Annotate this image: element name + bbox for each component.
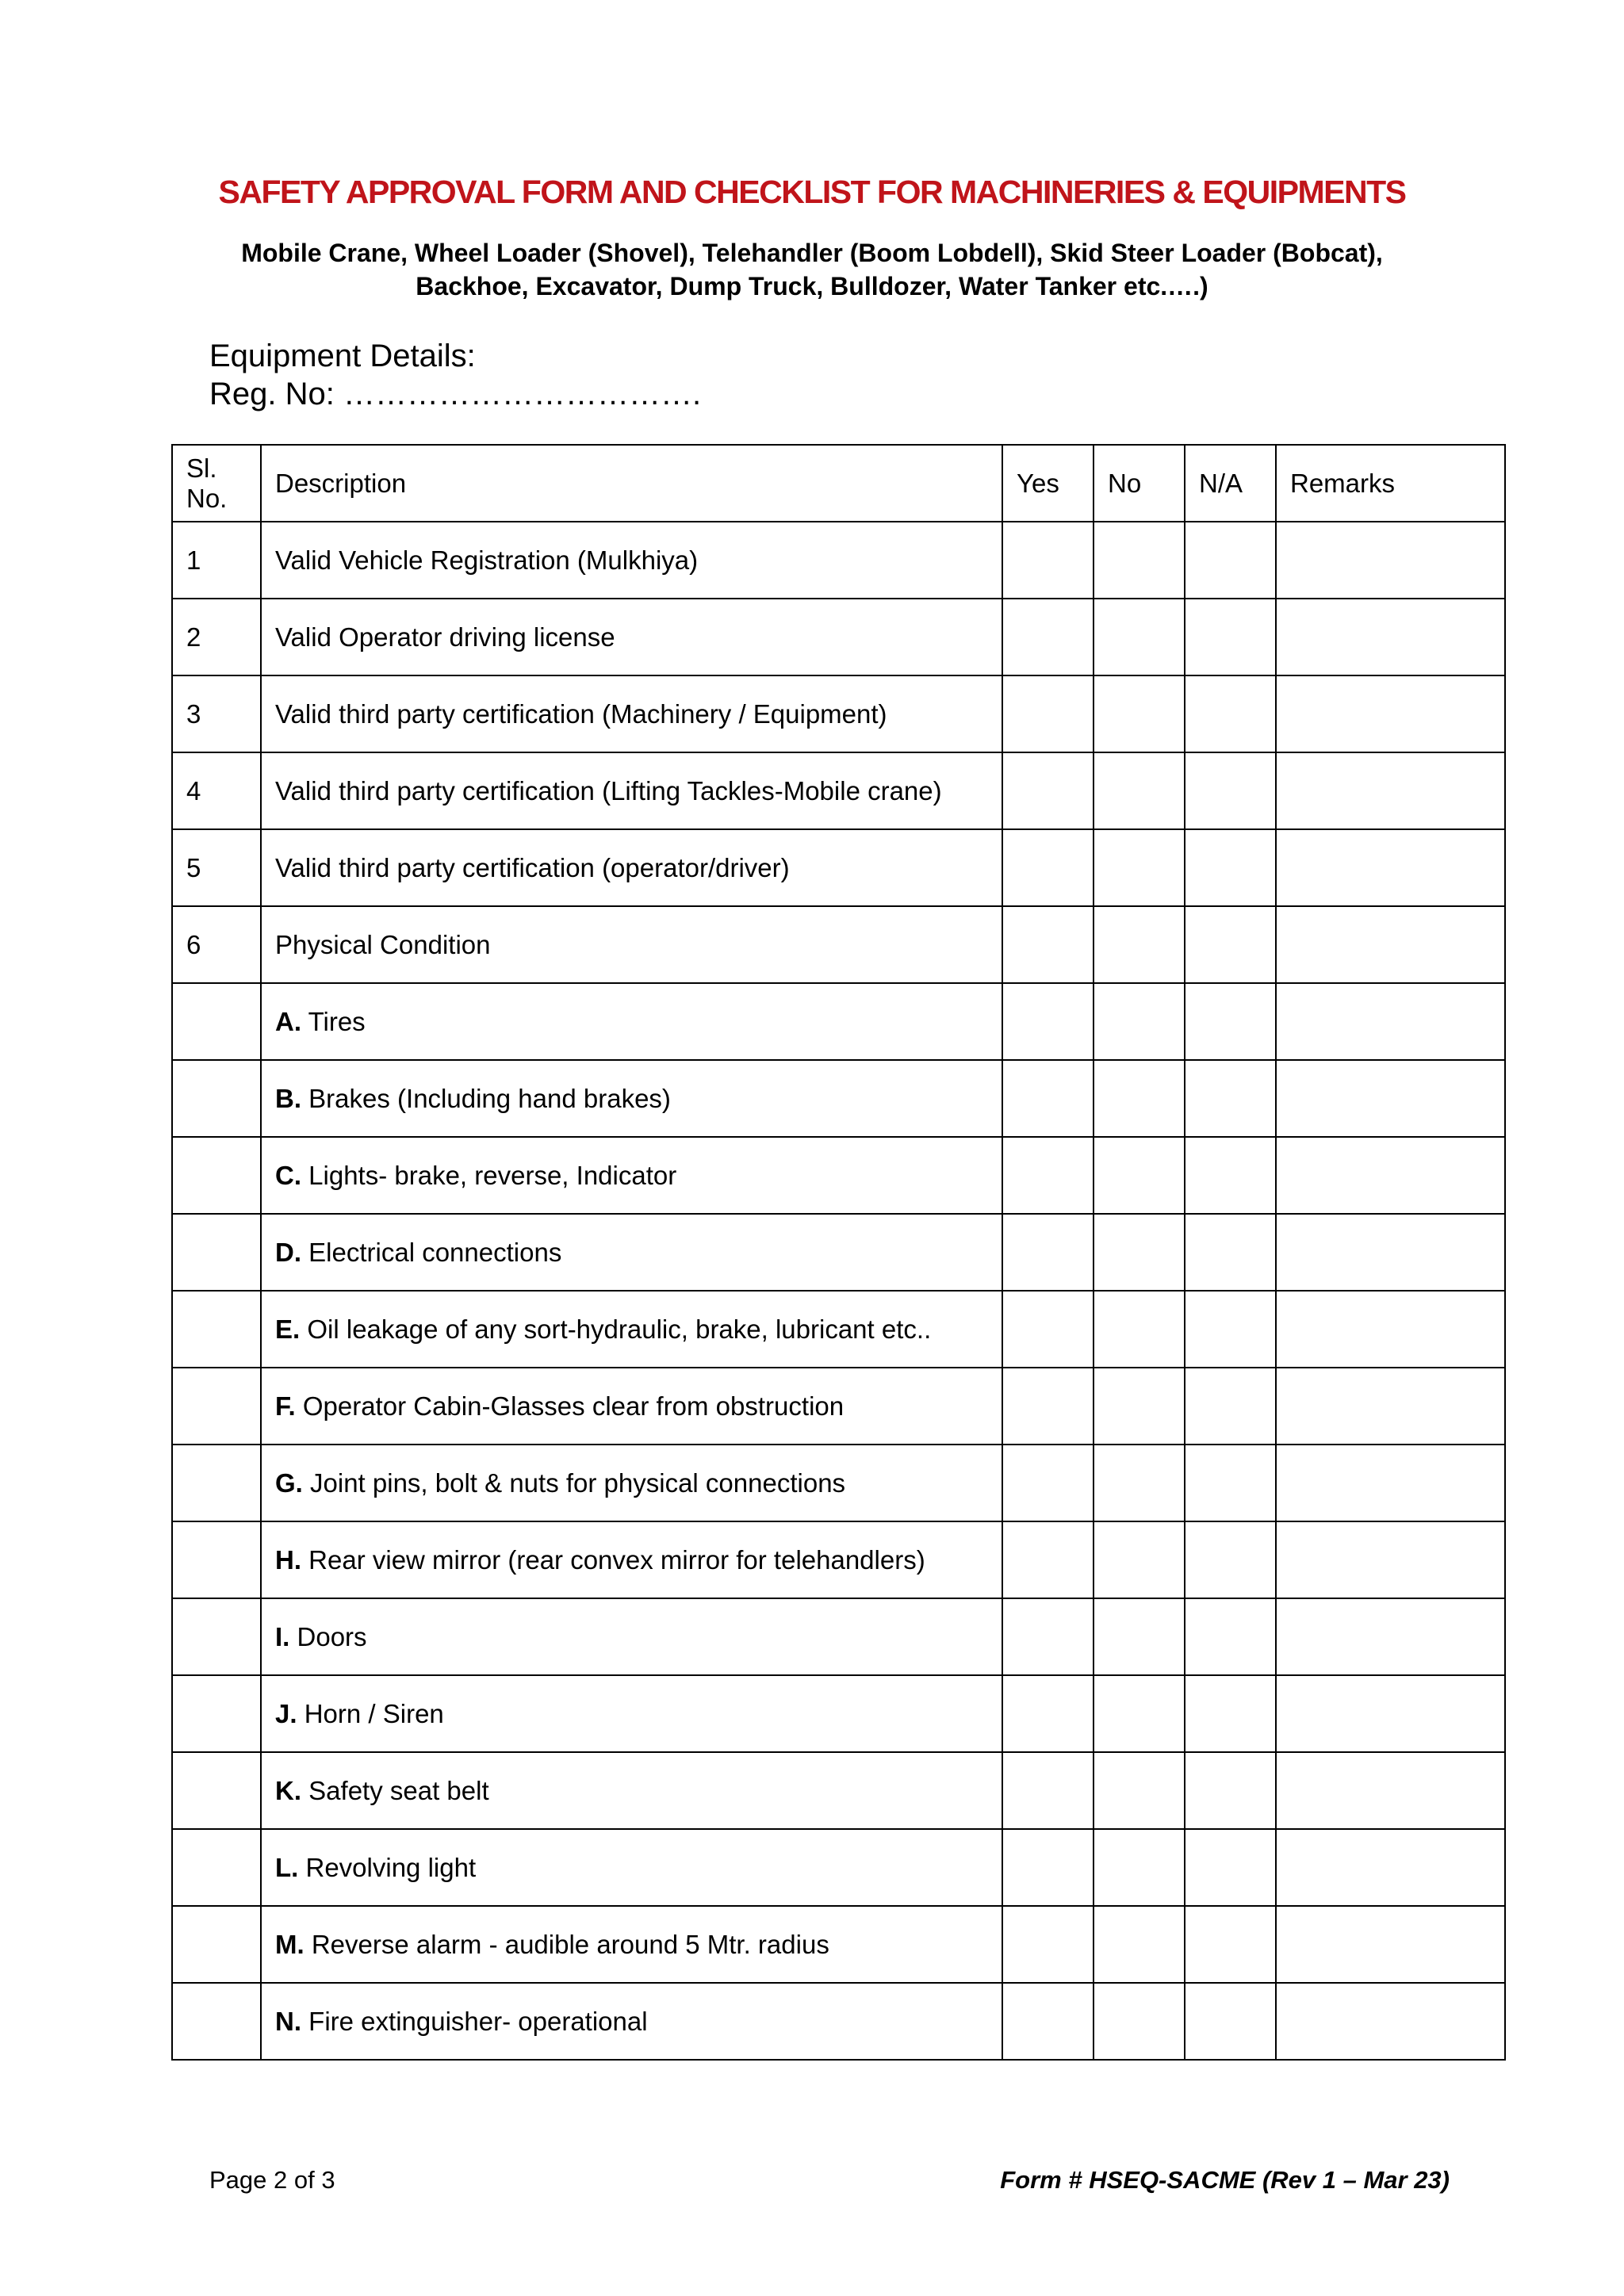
na-cell[interactable] [1185, 1598, 1276, 1675]
row-description [261, 1521, 1002, 1598]
na-cell[interactable] [1185, 906, 1276, 983]
row-description-text: Valid Operator driving license [275, 622, 615, 652]
na-cell[interactable] [1185, 1675, 1276, 1752]
remarks-cell[interactable] [1276, 1752, 1505, 1829]
row-description-text: Operator Cabin-Glasses clear from obstruction [295, 1391, 845, 1421]
yes-cell[interactable] [1002, 752, 1094, 829]
row-description-text: Safety seat belt [301, 1775, 489, 1805]
no-cell[interactable] [1094, 1829, 1185, 1906]
row-item-letter: H. [275, 1544, 301, 1575]
row-description-text: Electrical connections [301, 1237, 562, 1267]
table-row [172, 1137, 1505, 1214]
header-sl-no: Sl. No. [172, 445, 261, 522]
table-row [172, 1752, 1505, 1829]
row-sl-no [172, 1445, 261, 1521]
remarks-cell[interactable] [1276, 599, 1505, 675]
no-cell[interactable] [1094, 1368, 1185, 1445]
yes-cell[interactable] [1002, 1675, 1094, 1752]
table-row [172, 1598, 1505, 1675]
yes-cell[interactable] [1002, 1060, 1094, 1137]
table-row [172, 1214, 1505, 1291]
row-description-text: Valid third party certification (Lifting Tackles-Mobile crane) [275, 775, 942, 806]
yes-cell[interactable] [1002, 1214, 1094, 1291]
row-sl-no: 6 [172, 906, 261, 983]
yes-cell[interactable] [1002, 522, 1094, 599]
row-description [261, 1445, 1002, 1521]
no-cell[interactable] [1094, 675, 1185, 752]
table-row [172, 983, 1505, 1060]
row-description [261, 1214, 1002, 1291]
yes-cell[interactable] [1002, 1983, 1094, 2060]
page-number: Page 2 of 3 [209, 2166, 335, 2194]
row-sl-no [172, 1906, 261, 1983]
row-description [261, 1752, 1002, 1829]
row-sl-no: 3 [172, 675, 261, 752]
row-description-text: Brakes (Including hand brakes) [301, 1083, 671, 1113]
yes-cell[interactable] [1002, 983, 1094, 1060]
row-sl-no [172, 1291, 261, 1368]
form-title: SAFETY APPROVAL FORM AND CHECKLIST FOR MACHINERIES & EQUIPMENTS [218, 174, 1406, 210]
no-cell[interactable] [1094, 1060, 1185, 1137]
row-sl-no [172, 1060, 261, 1137]
row-description [261, 599, 1002, 675]
reg-no-field[interactable]: Reg. No: ……………………………. [209, 377, 702, 411]
no-cell[interactable] [1094, 1137, 1185, 1214]
row-description [261, 1368, 1002, 1445]
equipment-details-label: Equipment Details: [209, 339, 476, 373]
row-description-text: Joint pins, bolt & nuts for physical connections [302, 1468, 846, 1498]
row-description [261, 829, 1002, 906]
row-description-text: Fire extinguisher- operational [301, 2006, 648, 2036]
yes-cell[interactable] [1002, 1445, 1094, 1521]
na-cell[interactable] [1185, 1829, 1276, 1906]
row-sl-no: 4 [172, 752, 261, 829]
row-description [261, 983, 1002, 1060]
equipment-types-line-1: Mobile Crane, Wheel Loader (Shovel), Telehandler (Boom Lobdell), Skid Steer Loader (Bobcat), [241, 239, 1383, 267]
table-row [172, 906, 1505, 983]
no-cell[interactable] [1094, 1291, 1185, 1368]
row-item-letter: M. [275, 1929, 304, 1959]
na-cell[interactable] [1185, 983, 1276, 1060]
remarks-cell[interactable] [1276, 752, 1505, 829]
remarks-cell[interactable] [1276, 675, 1505, 752]
row-description-text: Valid Vehicle Registration (Mulkhiya) [275, 545, 699, 575]
row-description [261, 1137, 1002, 1214]
row-description [261, 752, 1002, 829]
row-description-text: Horn / Siren [297, 1698, 444, 1728]
remarks-cell[interactable] [1276, 1906, 1505, 1983]
na-cell[interactable] [1185, 1445, 1276, 1521]
form-number: Form # HSEQ-SACME (Rev 1 – Mar 23) [1000, 2166, 1450, 2194]
yes-cell[interactable] [1002, 1521, 1094, 1598]
row-description-text: Doors [289, 1621, 367, 1651]
yes-cell[interactable] [1002, 906, 1094, 983]
header-yes: Yes [1002, 445, 1094, 522]
table-row [172, 1291, 1505, 1368]
remarks-cell[interactable] [1276, 1137, 1505, 1214]
row-item-letter: C. [275, 1160, 301, 1190]
equipment-types [0, 236, 1624, 303]
row-description-text: Valid third party certification (Machinery / Equipment) [275, 698, 887, 729]
no-cell[interactable] [1094, 1906, 1185, 1983]
na-cell[interactable] [1185, 1291, 1276, 1368]
row-sl-no [172, 1983, 261, 2060]
yes-cell[interactable] [1002, 1906, 1094, 1983]
row-sl-no [172, 1752, 261, 1829]
yes-cell[interactable] [1002, 1291, 1094, 1368]
row-sl-no [172, 1675, 261, 1752]
yes-cell[interactable] [1002, 599, 1094, 675]
table-row [172, 675, 1505, 752]
remarks-cell[interactable] [1276, 1521, 1505, 1598]
row-item-letter: J. [275, 1698, 297, 1728]
no-cell[interactable] [1094, 1521, 1185, 1598]
yes-cell[interactable] [1002, 1598, 1094, 1675]
checklist-table [171, 444, 1506, 2061]
table-row [172, 752, 1505, 829]
row-sl-no [172, 1368, 261, 1445]
row-item-letter: L. [275, 1852, 299, 1882]
remarks-cell[interactable] [1276, 1291, 1505, 1368]
no-cell[interactable] [1094, 1752, 1185, 1829]
no-cell[interactable] [1094, 1983, 1185, 2060]
row-item-letter: A. [275, 1006, 301, 1036]
na-cell[interactable] [1185, 1060, 1276, 1137]
header-description: Description [261, 445, 1002, 522]
na-cell[interactable] [1185, 1214, 1276, 1291]
yes-cell[interactable] [1002, 675, 1094, 752]
remarks-cell[interactable] [1276, 1214, 1505, 1291]
no-cell[interactable] [1094, 1598, 1185, 1675]
no-cell[interactable] [1094, 829, 1185, 906]
yes-cell[interactable] [1002, 1137, 1094, 1214]
header-remarks: Remarks [1276, 445, 1505, 522]
remarks-cell[interactable] [1276, 1368, 1505, 1445]
na-cell[interactable] [1185, 1983, 1276, 2060]
yes-cell[interactable] [1002, 1829, 1094, 1906]
table-header-row [172, 445, 1505, 522]
table-row [172, 1829, 1505, 1906]
na-cell[interactable] [1185, 1368, 1276, 1445]
remarks-cell[interactable] [1276, 1983, 1505, 2060]
remarks-cell[interactable] [1276, 906, 1505, 983]
table-row [172, 1060, 1505, 1137]
table-row [172, 522, 1505, 599]
row-description [261, 1829, 1002, 1906]
no-cell[interactable] [1094, 983, 1185, 1060]
header-no: No [1094, 445, 1185, 522]
na-cell[interactable] [1185, 752, 1276, 829]
header-na: N/A [1185, 445, 1276, 522]
table-row [172, 599, 1505, 675]
row-item-letter: F. [275, 1391, 296, 1421]
row-description-text: Oil leakage of any sort-hydraulic, brake, lubricant etc.. [300, 1314, 932, 1344]
row-description-text: Revolving light [298, 1852, 477, 1882]
row-description-text: Rear view mirror (rear convex mirror for telehandlers) [301, 1544, 925, 1575]
no-cell[interactable] [1094, 1214, 1185, 1291]
table-row [172, 1983, 1505, 2060]
na-cell[interactable] [1185, 1752, 1276, 1829]
na-cell[interactable] [1185, 675, 1276, 752]
row-description-text: Physical Condition [275, 929, 491, 959]
row-item-letter: G. [275, 1468, 303, 1498]
row-sl-no [172, 1214, 261, 1291]
table-row [172, 1445, 1505, 1521]
row-description-text: Lights- brake, reverse, Indicator [301, 1160, 677, 1190]
row-item-letter: N. [275, 2006, 301, 2036]
yes-cell[interactable] [1002, 1368, 1094, 1445]
na-cell[interactable] [1185, 599, 1276, 675]
table-row [172, 1368, 1505, 1445]
na-cell[interactable] [1185, 1906, 1276, 1983]
table-row [172, 1521, 1505, 1598]
row-sl-no [172, 1829, 261, 1906]
no-cell[interactable] [1094, 752, 1185, 829]
no-cell[interactable] [1094, 906, 1185, 983]
equipment-details [209, 337, 701, 413]
row-description-text: Valid third party certification (operator/driver) [275, 852, 790, 882]
no-cell[interactable] [1094, 1675, 1185, 1752]
table-row [172, 1675, 1505, 1752]
row-sl-no [172, 1521, 261, 1598]
no-cell[interactable] [1094, 1445, 1185, 1521]
row-sl-no [172, 983, 261, 1060]
row-description [261, 1598, 1002, 1675]
row-description [261, 1906, 1002, 1983]
no-cell[interactable] [1094, 522, 1185, 599]
yes-cell[interactable] [1002, 1752, 1094, 1829]
remarks-cell[interactable] [1276, 1598, 1505, 1675]
row-description [261, 1060, 1002, 1137]
row-description [261, 1983, 1002, 2060]
na-cell[interactable] [1185, 522, 1276, 599]
na-cell[interactable] [1185, 829, 1276, 906]
remarks-cell[interactable] [1276, 1675, 1505, 1752]
row-item-letter: I. [275, 1621, 290, 1651]
row-description [261, 522, 1002, 599]
row-description [261, 1675, 1002, 1752]
row-item-letter: D. [275, 1237, 301, 1267]
na-cell[interactable] [1185, 1521, 1276, 1598]
row-item-letter: E. [275, 1314, 301, 1344]
row-item-letter: B. [275, 1083, 301, 1113]
remarks-cell[interactable] [1276, 1060, 1505, 1137]
equipment-types-line-2: Backhoe, Excavator, Dump Truck, Bulldozer, Water Tanker etc.….) [416, 272, 1208, 300]
row-description [261, 906, 1002, 983]
remarks-cell[interactable] [1276, 1445, 1505, 1521]
table-row [172, 1906, 1505, 1983]
na-cell[interactable] [1185, 1137, 1276, 1214]
row-description-text: Tires [301, 1006, 366, 1036]
row-description-text: Reverse alarm - audible around 5 Mtr. radius [304, 1929, 829, 1959]
row-sl-no: 5 [172, 829, 261, 906]
row-sl-no [172, 1137, 261, 1214]
row-sl-no: 1 [172, 522, 261, 599]
remarks-cell[interactable] [1276, 1829, 1505, 1906]
no-cell[interactable] [1094, 599, 1185, 675]
remarks-cell[interactable] [1276, 522, 1505, 599]
row-description [261, 675, 1002, 752]
table-row [172, 829, 1505, 906]
row-item-letter: K. [275, 1775, 301, 1805]
row-description [261, 1291, 1002, 1368]
remarks-cell[interactable] [1276, 983, 1505, 1060]
remarks-cell[interactable] [1276, 829, 1505, 906]
row-sl-no [172, 1598, 261, 1675]
yes-cell[interactable] [1002, 829, 1094, 906]
row-sl-no: 2 [172, 599, 261, 675]
